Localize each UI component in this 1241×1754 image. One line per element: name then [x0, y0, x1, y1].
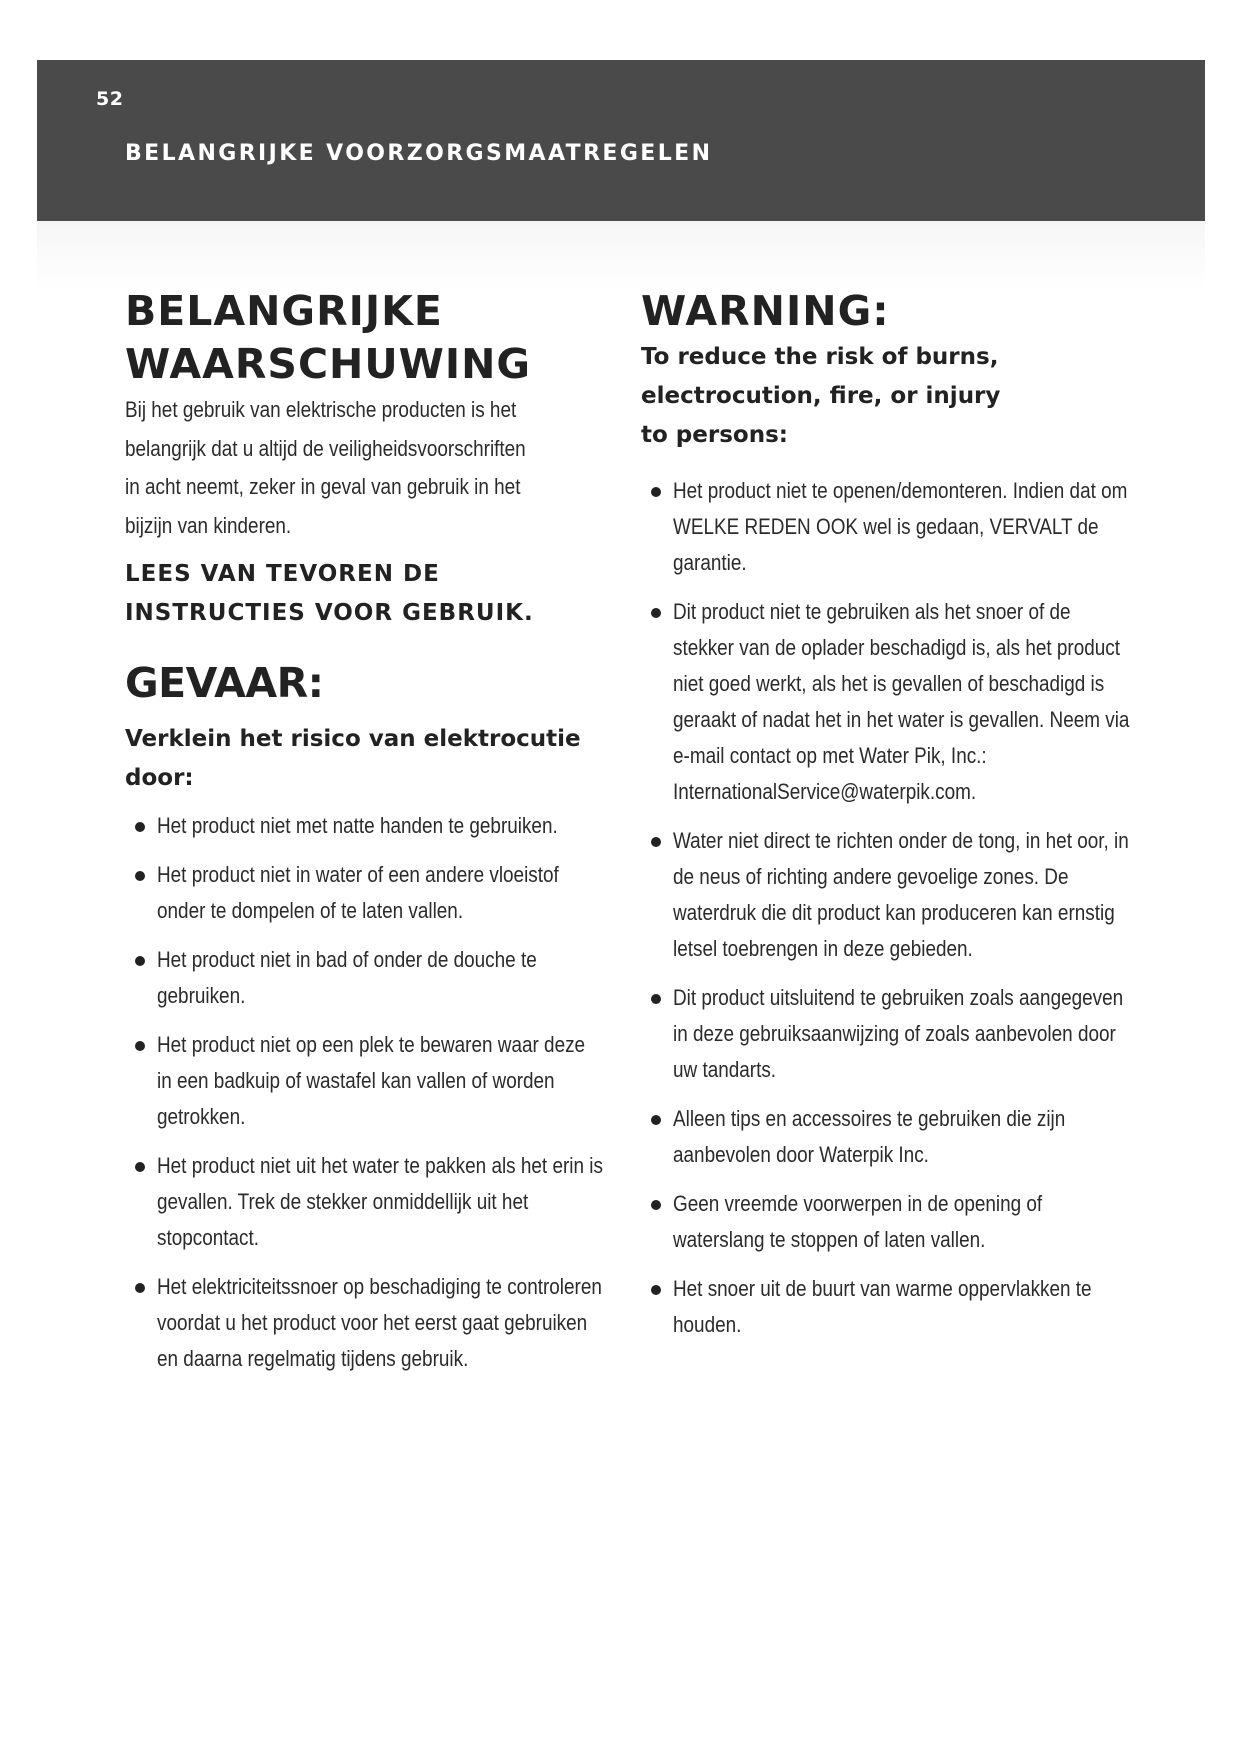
list-item-text: Het snoer uit de buurt van warme oppervlakken te houden.: [673, 1276, 1092, 1337]
read-instructions-heading: [125, 555, 605, 633]
list-item-text: Geen vreemde voorwerpen in de opening of waterslang te stoppen of laten vallen.: [673, 1191, 1043, 1252]
bullet-icon: [135, 1162, 145, 1172]
list-item-text: Het elektriciteitssnoer op beschadiging te controleren voordat u het product voor het eerst gaat gebruiken en daarna regelmatig tijdens gebruik.: [157, 1274, 602, 1371]
list-item-text: Alleen tips en accessoires te gebruiken die zijn aanbevolen door Waterpik Inc.: [673, 1106, 1066, 1167]
bullet-icon: [651, 608, 661, 618]
heading-line: WAARSCHUWING: [125, 340, 532, 388]
list-item-text: Het product niet in bad of onder de douche te gebruiken.: [157, 947, 537, 1008]
list-item: [641, 594, 1131, 810]
intro-line: bijzijn van kinderen.: [125, 512, 292, 538]
heading-line: INSTRUCTIES VOOR GEBRUIK.: [125, 600, 534, 626]
left-column: [125, 285, 605, 1390]
list-item-text: Dit product niet te gebruiken als het snoer of de stekker van de oplader beschadigd is, als het product niet goed werkt, als het is gevallen of beschadigd is geraakt of nadat het in het water is gevallen. Neem via e-mail contact op met Water Pik, Inc.: InternationalService@waterpik.com.: [673, 599, 1130, 804]
intro-paragraph: [125, 391, 604, 545]
list-item-text: Het product niet te openen/demonteren. Indien dat om WELKE REDEN OOK wel is gedaan, VERVALT de garantie.: [673, 478, 1128, 575]
heading-line: door:: [125, 765, 194, 791]
heading-line: Verklein het risico van elektrocutie: [125, 726, 581, 752]
page-number: 52: [96, 88, 124, 110]
list-item: [641, 1101, 1131, 1173]
list-item-text: Water niet direct te richten onder de tong, in het oor, in de neus of richting andere gevoelige zones. De waterdruk die dit product kan produceren kan ernstig letsel toebrengen in deze gebieden.: [673, 828, 1129, 961]
bullet-icon: [135, 822, 145, 832]
intro-line: belangrijk dat u altijd de veiligheidsvoorschriften: [125, 435, 526, 461]
bullet-icon: [651, 1285, 661, 1295]
list-item: [125, 1027, 605, 1135]
list-item: [641, 823, 1131, 967]
list-item: [641, 1271, 1131, 1343]
heading-line: to persons:: [641, 422, 788, 448]
bullet-icon: [135, 1283, 145, 1293]
list-item-text: Het product niet uit het water te pakken als het erin is gevallen. Trek de stekker onmiddellijk uit het stopcontact.: [157, 1153, 603, 1250]
heading-line: electrocution, fire, or injury: [641, 383, 1001, 409]
right-column: [641, 285, 1131, 1356]
list-item-text: Het product niet met natte handen te gebruiken.: [157, 813, 558, 838]
bullet-icon: [651, 1115, 661, 1125]
intro-line: Bij het gebruik van elektrische producten is het: [125, 397, 517, 422]
list-item: [641, 1186, 1131, 1258]
list-item: [125, 857, 605, 929]
heading-line: LEES VAN TEVOREN DE: [125, 561, 440, 587]
list-item: [641, 980, 1131, 1088]
bullet-icon: [651, 487, 661, 497]
warning-subheading: [641, 338, 1131, 455]
danger-heading: GEVAAR:: [125, 659, 324, 707]
danger-bullet-list: [125, 808, 605, 1377]
bullet-icon: [135, 871, 145, 881]
list-item: [125, 942, 605, 1014]
bullet-icon: [651, 994, 661, 1004]
warning-heading: WARNING:: [641, 287, 890, 335]
list-item: [125, 1148, 605, 1256]
danger-subheading: [125, 720, 605, 798]
intro-line: in acht neemt, zeker in geval van gebruik in het: [125, 474, 521, 499]
list-item-text: Het product niet in water of een andere vloeistof onder te dompelen of te laten vallen.: [157, 862, 559, 923]
bullet-icon: [135, 1041, 145, 1051]
bullet-icon: [651, 837, 661, 847]
list-item: [641, 473, 1131, 581]
header-band: [37, 60, 1205, 221]
list-item-text: Het product niet op een plek te bewaren waar deze in een badkuip of wastafel kan vallen of worden getrokken.: [157, 1032, 586, 1129]
heading-line: To reduce the risk of burns,: [641, 344, 999, 370]
section-title: BELANGRIJKE VOORZORGSMAATREGELEN: [125, 141, 713, 166]
list-item: [125, 808, 605, 844]
warning-bullet-list: [641, 473, 1131, 1343]
list-item: [125, 1269, 605, 1377]
list-item-text: Dit product uitsluitend te gebruiken zoals aangegeven in deze gebruiksaanwijzing of zoals aanbevolen door uw tandarts.: [673, 985, 1124, 1082]
heading-line: BELANGRIJKE: [125, 287, 443, 335]
header-shadow-band: [37, 221, 1205, 291]
bullet-icon: [135, 956, 145, 966]
bullet-icon: [651, 1200, 661, 1210]
important-warning-heading: [125, 285, 605, 391]
